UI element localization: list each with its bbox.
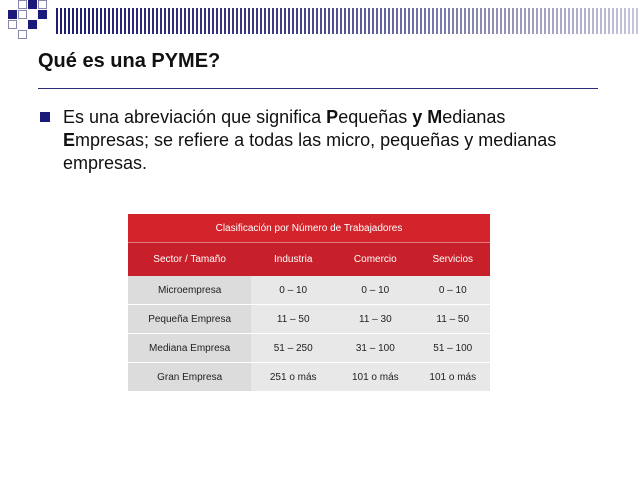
cell-size: Pequeña Empresa xyxy=(128,305,251,334)
bold-letter-e: E xyxy=(63,130,76,150)
header-servicios: Servicios xyxy=(415,243,490,277)
bullet-square-icon xyxy=(40,112,50,122)
cell-value: 251 o más xyxy=(251,363,335,392)
cell-value: 31 – 100 xyxy=(335,334,415,363)
deco-square xyxy=(18,10,27,19)
cell-value: 51 – 250 xyxy=(251,334,335,363)
decorative-stripe-bar xyxy=(56,8,638,34)
title-divider xyxy=(38,88,598,89)
cell-value: 11 – 50 xyxy=(251,305,335,334)
header-comercio: Comercio xyxy=(335,243,415,277)
cell-size: Gran Empresa xyxy=(128,363,251,392)
table-row xyxy=(128,276,490,305)
cell-value: 101 o más xyxy=(415,363,490,392)
decorative-squares xyxy=(0,0,56,40)
deco-square xyxy=(18,30,27,39)
deco-square xyxy=(18,0,27,9)
deco-square xyxy=(38,0,47,9)
deco-square xyxy=(28,0,37,9)
bullet-text-part: mpresas; se refiere a todas las micro, pequeñas y medianas empresas. xyxy=(63,130,557,173)
header-sector: Sector / Tamaño xyxy=(128,243,251,277)
bullet-text-part: equeñas xyxy=(338,107,413,127)
bullet-text-part: edianas xyxy=(442,107,506,127)
bold-letter-p: P xyxy=(326,107,339,127)
deco-square xyxy=(8,10,17,19)
cell-size: Mediana Empresa xyxy=(128,334,251,363)
cell-size: Microempresa xyxy=(128,276,251,305)
cell-value: 51 – 100 xyxy=(415,334,490,363)
bold-word-y: y xyxy=(412,107,423,127)
cell-value: 0 – 10 xyxy=(335,276,415,305)
cell-value: 101 o más xyxy=(335,363,415,392)
cell-value: 11 – 30 xyxy=(335,305,415,334)
table-title: Clasificación por Número de Trabajadores xyxy=(128,214,490,243)
table-row xyxy=(128,305,490,334)
slide-title: Qué es una PYME? xyxy=(38,50,221,72)
deco-square xyxy=(28,20,37,29)
table-header-row xyxy=(128,243,490,277)
cell-value: 0 – 10 xyxy=(415,276,490,305)
table-row xyxy=(128,363,490,392)
classification-table xyxy=(128,214,490,392)
cell-value: 11 – 50 xyxy=(415,305,490,334)
classification-table-container xyxy=(128,214,490,392)
deco-square xyxy=(8,20,17,29)
bullet-text xyxy=(63,106,623,175)
bullet-text-part: Es una abreviación que significa xyxy=(63,107,327,127)
deco-square xyxy=(38,10,47,19)
cell-value: 0 – 10 xyxy=(251,276,335,305)
bold-letter-m: M xyxy=(427,107,443,127)
table-row xyxy=(128,334,490,363)
header-industria: Industria xyxy=(251,243,335,277)
